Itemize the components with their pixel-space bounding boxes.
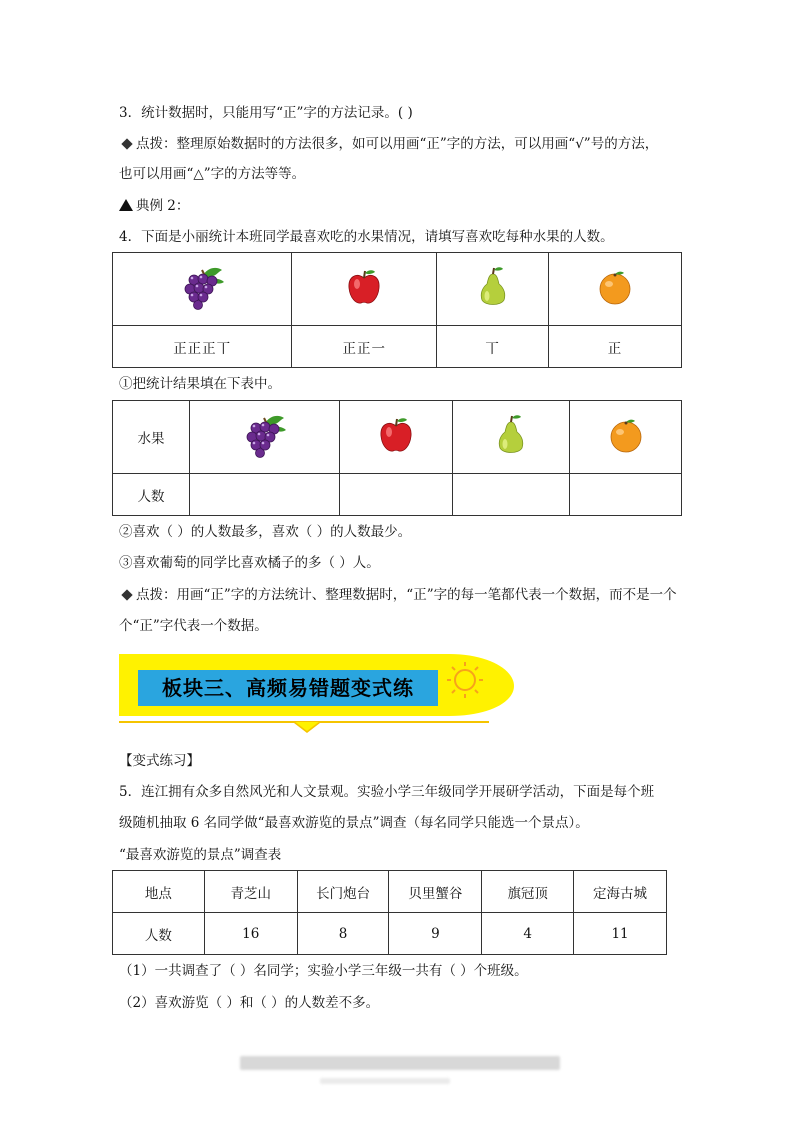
- fill-cell-apple: [339, 401, 453, 474]
- fill-blank-grape[interactable]: [190, 474, 339, 516]
- survey-row-label: 人数: [113, 913, 205, 955]
- survey-header-qiguan: 旗冠顶: [482, 871, 574, 913]
- diamond-bullet-icon: [121, 589, 132, 600]
- question-4: 4．下面是小丽统计本班同学最喜欢吃的水果情况，请填写喜欢吃每种水果的人数。: [119, 229, 614, 245]
- survey-header-beili: 贝里蟹谷: [389, 871, 482, 913]
- tip-1-text-1: 点拨：整理原始数据时的方法很多，如可以用画“正”字的方法，可以用画“√”号的方法，: [136, 136, 659, 152]
- fill-blank-apple[interactable]: [339, 474, 453, 516]
- tally-grape: 正正正丅: [113, 326, 292, 368]
- tip-2-text-1: 点拨：用画“正”字的方法统计、整理数据时，“正”字的每一笔都代表一个数据，而不是一个: [136, 587, 677, 603]
- tally-cell-grape: [113, 253, 292, 326]
- example-2-text: 典例 2：: [136, 198, 190, 214]
- orange-icon: [596, 268, 634, 306]
- orange-icon: [607, 416, 645, 454]
- tally-cell-orange: [549, 253, 682, 326]
- tip-2-line-2: 个“正”字代表一个数据。: [119, 618, 268, 634]
- survey-value-dinghai: 11: [574, 913, 667, 955]
- tally-table: [112, 252, 682, 368]
- survey-table: [112, 870, 667, 955]
- fill-blank-pear[interactable]: [453, 474, 570, 516]
- tally-apple: 正正一: [292, 326, 437, 368]
- grape-icon: [240, 412, 288, 458]
- q5-sub-2: （2）喜欢游览（ ）和（ ）的人数差不多。: [119, 995, 380, 1011]
- fill-cell-orange: [570, 401, 682, 474]
- fill-table: [112, 400, 682, 516]
- q4-sub-2: ②喜欢（ ）的人数最多，喜欢（ ）的人数最少。: [119, 524, 412, 540]
- example-2-label: [119, 196, 189, 216]
- tip-2-line-1: [119, 585, 677, 605]
- survey-table-title: “最喜欢游览的景点”调查表: [119, 847, 282, 863]
- tally-pear: 丅: [437, 326, 549, 368]
- q4-sub-1: ①把统计结果填在下表中。: [119, 376, 281, 392]
- apple-icon: [346, 268, 382, 306]
- survey-header-qingzhishan: 青芝山: [204, 871, 297, 913]
- survey-header-dinghai: 定海古城: [574, 871, 667, 913]
- tip-1-line-2: 也可以用画“△”字的方法等等。: [119, 166, 306, 182]
- fill-row2-header: 人数: [113, 474, 190, 516]
- section-banner-title: 板块三、高频易错题变式练: [138, 670, 438, 706]
- fill-cell-pear: [453, 401, 570, 474]
- survey-header-place: 地点: [113, 871, 205, 913]
- survey-value-changmen: 8: [297, 913, 389, 955]
- q4-sub-3: ③喜欢葡萄的同学比喜欢橘子的多（ ）人。: [119, 555, 380, 571]
- diamond-bullet-icon: [121, 138, 132, 149]
- tally-orange: 正: [549, 326, 682, 368]
- triangle-bullet-icon: [119, 199, 133, 211]
- fill-cell-grape: [190, 401, 339, 474]
- question-5-line-2: 级随机抽取 6 名同学做“最喜欢游览的景点”调查（每名同学只能选一个景点）。: [119, 815, 589, 831]
- survey-value-qingzhishan: 16: [204, 913, 297, 955]
- survey-value-beili: 9: [389, 913, 482, 955]
- tally-cell-apple: [292, 253, 437, 326]
- pear-icon: [494, 414, 528, 456]
- question-5-line-1: 5．连江拥有众多自然风光和人文景观。实验小学三年级同学开展研学活动，下面是每个班: [119, 784, 655, 800]
- tip-1-line-1: [119, 134, 658, 154]
- variant-label: 【变式练习】: [119, 753, 200, 769]
- apple-icon: [378, 416, 414, 454]
- q5-sub-1: （1）一共调查了（ ）名同学；实验小学三年级一共有（ ）个班级。: [119, 963, 528, 979]
- survey-value-qiguan: 4: [482, 913, 574, 955]
- fill-row1-header: 水果: [113, 401, 190, 474]
- question-3: 3．统计数据时，只能用写“正”字的方法记录。( ): [119, 105, 413, 121]
- fill-blank-orange[interactable]: [570, 474, 682, 516]
- blurred-footer: [240, 1056, 560, 1070]
- grape-icon: [178, 264, 226, 310]
- survey-header-changmen: 长门炮台: [297, 871, 389, 913]
- tally-cell-pear: [437, 253, 549, 326]
- pear-icon: [476, 266, 510, 308]
- blurred-footer-2: [320, 1078, 450, 1084]
